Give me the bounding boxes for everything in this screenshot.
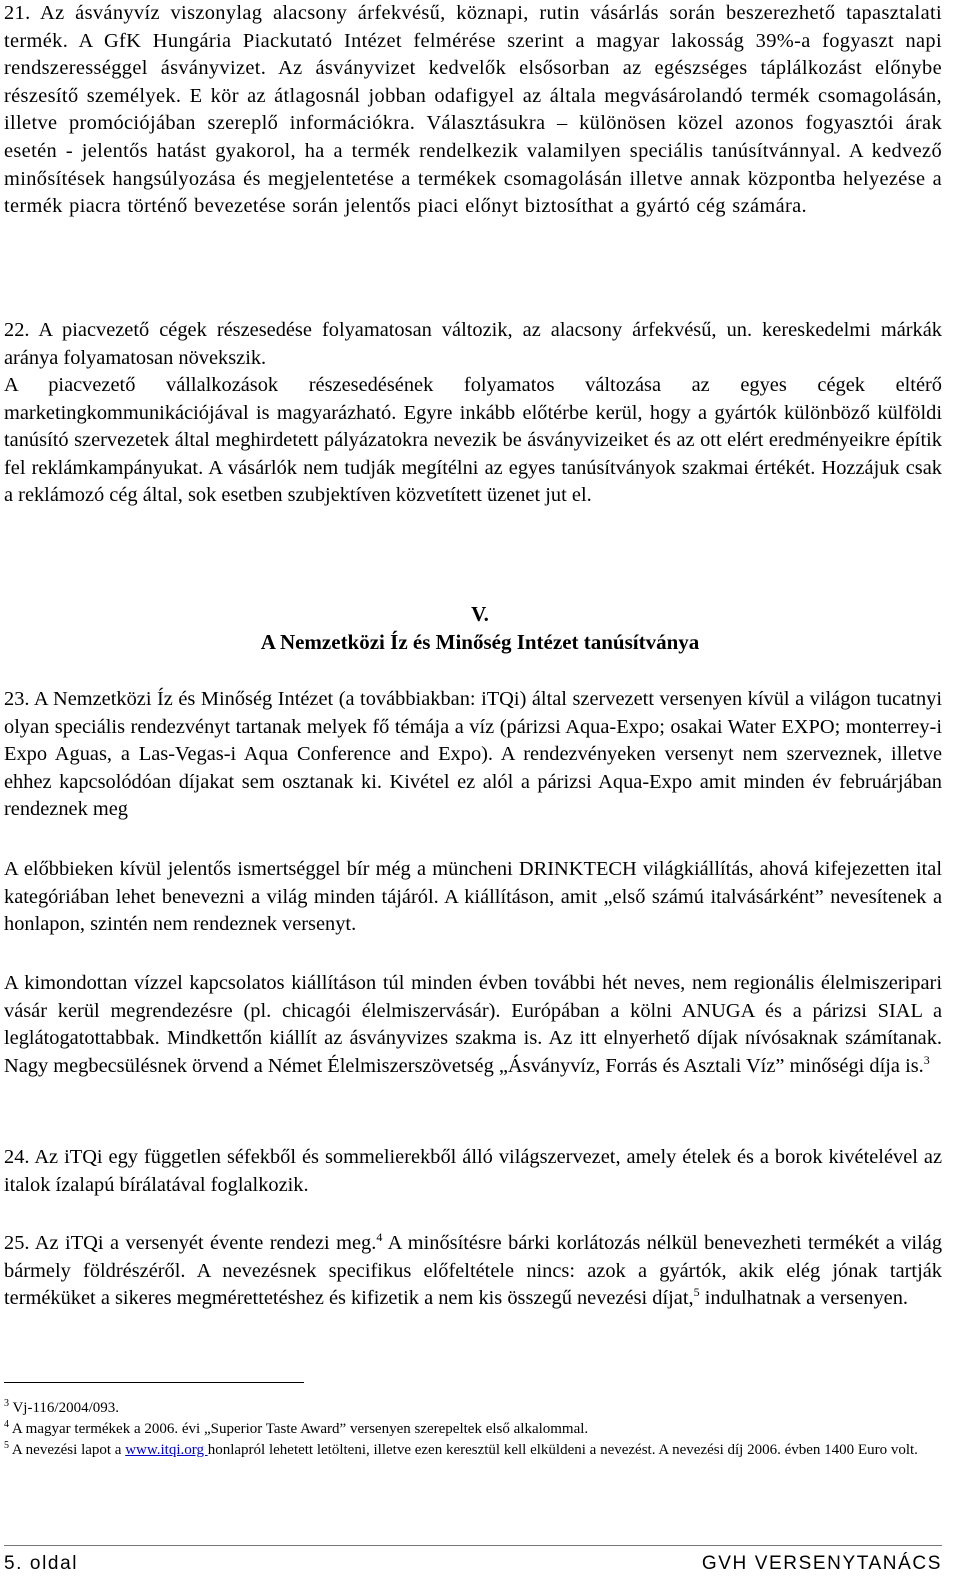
paragraph-24: 24. Az iTQi egy független séfekből és sommelierekből álló világszervezet, amely ételek és a borok kivételével az italok ízalapú bírálatával foglalkozik. [4, 1146, 942, 1196]
paragraph-22-intro: 22. A piacvezető cégek részesedése folyamatosan változik, az alacsony árfekvésű, un. kereskedelmi márkák aránya folyamatosan növekszik. [4, 319, 942, 369]
footnote-ref-3: 3 [923, 1052, 930, 1067]
footnote-ref-4: 4 [376, 1230, 383, 1244]
paragraph-25-text-3: indulhatnak a versenyen. [699, 1287, 908, 1310]
paragraph-23-fairs [4, 970, 942, 1080]
paragraph-23-fairs-text: A kimondottan vízzel kapcsolatos kiállításon túl minden évben további hét neves, nem regionális élelmiszeripari vásár kerül megrendezésre (pl. chicagói élelmiszervásár). Európában a kölni ANUGA és a párizsi SIAL a leglátogatottabbak. Mindkettőn kiállít az ásványvizes szakma is. Az itt elnyerhető díjak nívósaknak számítanak. Nagy megbecsülésnek örvend a Német Élelmiszerszövetség „Ásványvíz, Forrás és Asztali Víz” minőségi díja is. [4, 972, 942, 1077]
paragraph-23-drinktech: A előbbieken kívül jelentős ismertséggel bír még a müncheni DRINKTECH világkiállítás, ahová kifejezetten ital kategóriában lehet benevezni a világ minden tájáról. A kiállításon, amit „első számú italvásárként” nevesítenek a honlapon, szintén nem rendeznek versenyt. [4, 858, 942, 936]
paragraph-22-body: A piacvezető vállalkozások részesedésének folyamatos változása az egyes cégek eltérő marketingkommunikációjával is magyarázható. Egyre inkább előtérbe kerül, hogy a gyártók különböző külföldi tanúsító szervezetek által meghirdetett pályázatokra nevezik be ásványvizeiket és az ott elért eredményeikre építik fel reklámkampányukat. A vásárlók nem tudják megítélni az egyes tanúsítványok szakmai értékét. Hozzájuk csak a reklámozó cég által, sok esetben szubjektíven közvetített üzenet jut el. [4, 374, 942, 507]
footnote-5-mark: 5 [4, 1440, 9, 1451]
paragraph-23-intro: 23. A Nemzetközi Íz és Minőség Intézet (a továbbiakban: iTQi) által szervezett versenyen kívül a világon tucatnyi olyan speciális rendezvényt tartanak melyek fő témája a víz (párizsi Aqua-Expo; osakai Water EXPO; monterrey-i Expo Aguas, a Las-Vegas-i Aqua Conference and Expo). A rendezvényeken versenyt nem szerveznek, illetve ehhez kapcsolódóan díjakat sem osztanak ki. Kivétel ez alól a párizsi Aqua-Expo amit minden év februárjában rendeznek meg [4, 688, 942, 821]
paragraph-25-text-1: 25. Az iTQi a versenyét évente rendezi meg. [4, 1232, 377, 1254]
footer-organization: GVH VERSENYTANÁCS [701, 1553, 942, 1574]
footnote-3 [4, 1398, 944, 1419]
footnote-3-mark: 3 [4, 1398, 9, 1409]
footer-separator [4, 1545, 942, 1546]
footnote-5-text-pre: A nevezési lapot a [9, 1442, 126, 1458]
section-number: V. [471, 602, 489, 626]
footnote-4-mark: 4 [4, 1419, 9, 1430]
paragraph-21: 21. Az ásványvíz viszonylag alacsony árfekvésű, köznapi, rutin vásárlás során beszerezhető tapasztalati termék. A GfK Hungária Piackutató Intézet felmérése szerint a magyar lakosság 39%-a fogyaszt napi rendszerességgel ásványvizet. Az ásványvizet kedvelők elsősorban az egészséges táplálkozást előnybe részesítő személyek. E kör az átlagosnál jobban odafigyel az általa megvásárolandó termék csomagolásán, illetve promóciójában szereplő információkra. Választásukra – különösen közel azonos fogyasztói árak esetén - jelentős hatást gyakorol, ha a termék rendelkezik valamilyen speciális tanúsítvánnyal. A kedvező minősítések hangsúlyozása és megjelentetése a termékek csomagolásán illetve annak központba helyezése a termék piacra történő bevezetése során jelentős piaci előnyt biztosíthat a gyártó cég számára. [4, 2, 942, 218]
footnote-5-text-post: honlapról lehetett letölteni, illetve ezen keresztül kell elküldeni a nevezést. A nevezési díj 2006. évben 1400 Euro volt. [207, 1442, 918, 1458]
footnote-5 [4, 1440, 944, 1461]
paragraph-25-text-2: A minősítésre bárki korlátozás nélkül benevezheti termékét a világ bármely földrészéről. A nevezésnek specifikus előfeltétele nincs: azok a gyártók, akik elég jónak tartják terméküket a sikeres megmérettetéshez és kifizetik a nem kis összegű nevezési díjat, [4, 1232, 943, 1310]
footnote-3-text: Vj-116/2004/093. [9, 1400, 120, 1416]
section-title: A Nemzetközi Íz és Minőség Intézet tanúsítványa [260, 630, 700, 654]
footnote-4 [4, 1419, 944, 1440]
itqi-website-link[interactable]: www.itqi.org [125, 1442, 208, 1458]
footnote-ref-5: 5 [693, 1285, 700, 1300]
paragraph-25 [4, 1230, 942, 1313]
footer-page-number: 5. oldal [4, 1553, 79, 1574]
footnote-4-text: A magyar termékek a 2006. évi „Superior Taste Award” versenyen szerepeltek első alkalommal. [9, 1421, 589, 1437]
footnote-separator [4, 1382, 304, 1383]
